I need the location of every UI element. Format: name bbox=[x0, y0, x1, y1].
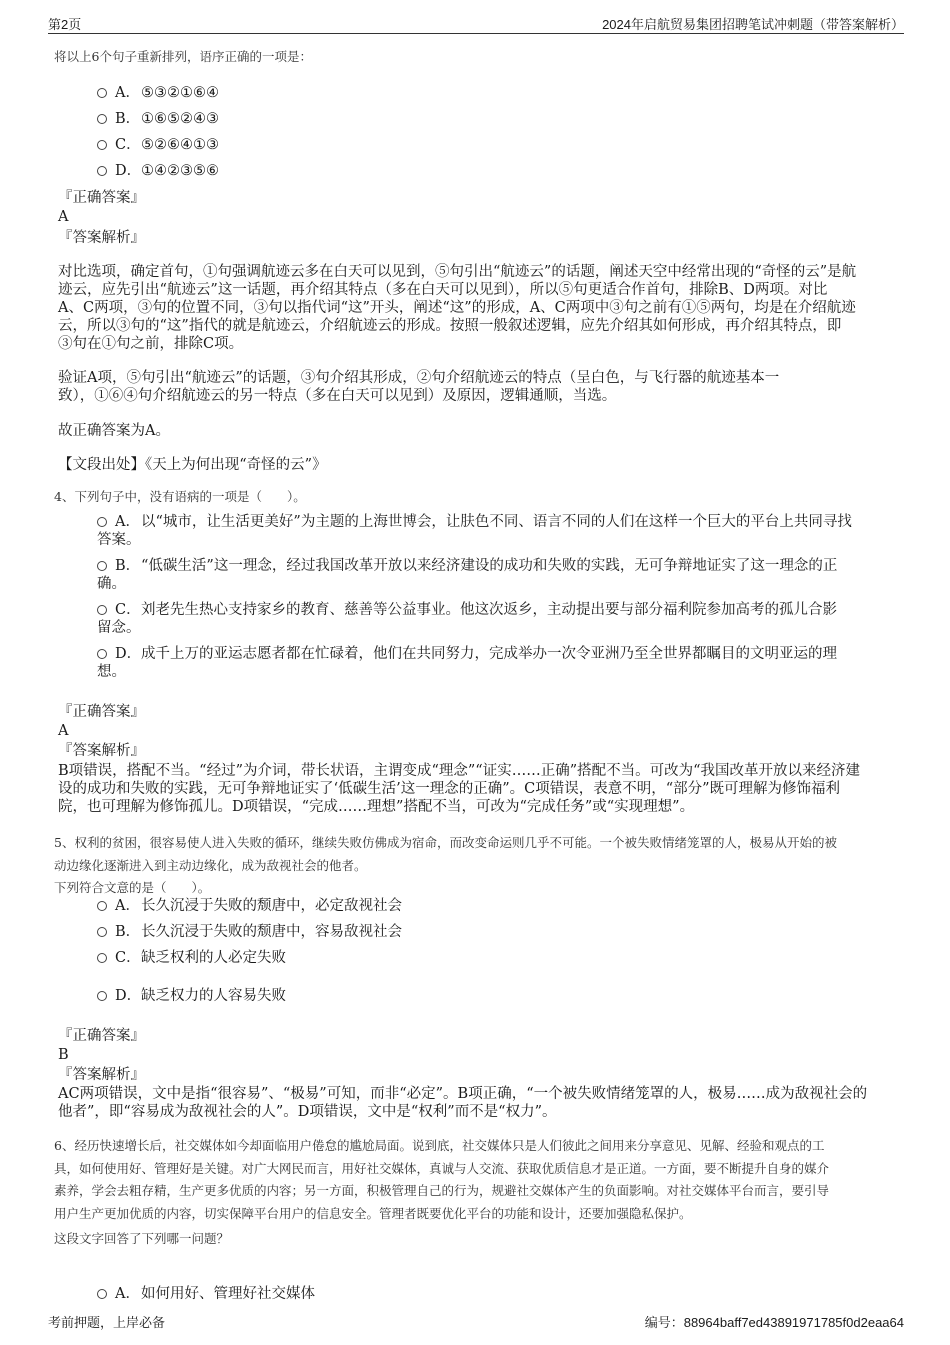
q3-option-b[interactable]: B．①⑥⑤②④③ bbox=[97, 110, 219, 128]
q5-answer-label: 『正确答案』 bbox=[58, 1028, 145, 1044]
q3-analysis: 对比选项，确定首句，①句强调航迹云多在白天可以见到，⑤句引出“航迹云”的话题，阐述天空中经常出现的“奇怪的云”是航 迹云，应先引出“航迹云”这一话题，再介绍其特点（多在白天可以见到），所以⑤句更适合作首句，排除B、D两项。对比 A、C两项，③句的位置不同，③句以指代词“这”开头，阐述“这”的形成，A、C两项中③句之前有①⑤两句，均是在介绍航迹 云，所以③句的“这”指代的就是航迹云，介绍航迹云的形成。按照一般叙述逻辑，应先介绍其如何形成，再介绍其特点，即 ③句在①句之前，排除C项。 bbox=[58, 264, 857, 352]
page-header bbox=[48, 12, 904, 34]
q4-stem: 4、下列句子中，没有语病的一项是（ ）。 bbox=[54, 489, 306, 504]
q4-analysis: B项错误，搭配不当。“经过”为介词，带长状语，主谓变成“理念”“证实……正确”搭配不当。可改为“我国改革开放以来经济建 设的成功和失败的实践，无可争辩地证实了‘低碳生活’这一理念的正确”。C项错误，表意不明，“部分”既可理解为修饰福利 院，也可理解为修饰孤儿。D项错误，“完成……理想”搭配不当，可改为“完成任务”或“实现理想”。 bbox=[58, 763, 861, 815]
page-footer bbox=[48, 1312, 904, 1332]
radio-icon[interactable] bbox=[97, 927, 107, 937]
q5-answer: B bbox=[58, 1047, 69, 1063]
q6-option-a[interactable]: A．如何用好、管理好社交媒体 bbox=[97, 1285, 315, 1303]
radio-icon[interactable] bbox=[97, 953, 107, 963]
q3-option-d[interactable]: D．①④②③⑤⑥ bbox=[97, 162, 219, 180]
q3-answer: A bbox=[58, 209, 69, 225]
radio-icon[interactable] bbox=[97, 649, 107, 659]
radio-icon[interactable] bbox=[97, 517, 107, 527]
radio-icon[interactable] bbox=[97, 991, 107, 1001]
document-title: 2024年启航贸易集团招聘笔试冲刺题（带答案解析） bbox=[602, 17, 904, 32]
radio-icon[interactable] bbox=[97, 140, 107, 150]
q5-analysis: AC两项错误，文中是指“很容易”、“极易”可知，而非“必定”。B项正确，“一个被失败情绪笼罩的人，极易……成为敌视社会的 他者”，即“容易成为敌视社会的人”。D项错误，文中是“权利”而不是“权力”。 bbox=[58, 1086, 868, 1120]
document-code: 编号：88964baff7ed43891971785f0d2eaa64 bbox=[644, 1315, 904, 1330]
q5-option-b[interactable]: B．长久沉浸于失败的颓唐中，容易敌视社会 bbox=[97, 923, 402, 941]
q3-answer-label: 『正确答案』 bbox=[58, 190, 145, 206]
q5-option-a[interactable]: A．长久沉浸于失败的颓唐中，必定敌视社会 bbox=[97, 897, 402, 915]
q3-option-a[interactable]: A．⑤③②①⑥④ bbox=[97, 84, 219, 102]
radio-icon[interactable] bbox=[97, 605, 107, 615]
q5-option-d[interactable]: D．缺乏权力的人容易失败 bbox=[97, 987, 286, 1005]
radio-icon[interactable] bbox=[97, 901, 107, 911]
radio-icon[interactable] bbox=[97, 114, 107, 124]
q4-option-c[interactable]: C．刘老先生热心支持家乡的教育、慈善等公益事业。他这次返乡，主动提出要与部分福利院参加高考的孤儿合影 留念。 bbox=[97, 602, 837, 636]
q5-option-c[interactable]: C．缺乏权利的人必定失败 bbox=[97, 949, 286, 967]
q3-stem: 将以上6个句子重新排列，语序正确的一项是： bbox=[54, 49, 312, 64]
radio-icon[interactable] bbox=[97, 88, 107, 98]
q4-option-a[interactable]: A．以“城市，让生活更美好”为主题的上海世博会，让肤色不同、语言不同的人们在这样一个巨大的平台上共同寻找 答案。 bbox=[97, 514, 852, 548]
q3-option-c[interactable]: C．⑤②⑥④①③ bbox=[97, 136, 219, 154]
q6-question: 这段文字回答了下列哪一问题？ bbox=[54, 1231, 230, 1246]
q4-option-d[interactable]: D．成千上万的亚运志愿者都在忙碌着，他们在共同努力，完成举办一次令亚洲乃至全世界都瞩目的文明亚运的理 想。 bbox=[97, 646, 837, 680]
q3-analysis-label: 『答案解析』 bbox=[58, 230, 145, 246]
q3-verify: 验证A项，⑤句引出“航迹云”的话题，③句介绍其形成，②句介绍航迹云的特点（呈白色，与飞行器的航迹基本一 致），①⑥④句介绍航迹云的另一特点（多在白天可以见到）及原因，逻辑通顺，当选。 bbox=[58, 370, 780, 404]
q3-source: 【文段出处】《天上为何出现“奇怪的云”》 bbox=[58, 457, 327, 473]
radio-icon[interactable] bbox=[97, 1289, 107, 1299]
q5-stem: 5、权利的贫困，很容易使人进入失败的循环，继续失败仿佛成为宿命，而改变命运则几乎不可能。一个被失败情绪笼罩的人，极易从开始的被 动边缘化逐渐进入到主动边缘化，成为敌视社会的他者。 下列符合文意的是（ ）。 bbox=[54, 835, 837, 895]
radio-icon[interactable] bbox=[97, 561, 107, 571]
footer-slogan: 考前押题，上岸必备 bbox=[48, 1315, 166, 1330]
q4-answer: A bbox=[58, 723, 69, 739]
page-number: 第2页 bbox=[48, 17, 82, 32]
q4-option-b[interactable]: B．“低碳生活”这一理念，经过我国改革开放以来经济建设的成功和失败的实践，无可争辩地证实了这一理念的正 确。 bbox=[97, 558, 838, 592]
radio-icon[interactable] bbox=[97, 166, 107, 176]
q4-analysis-label: 『答案解析』 bbox=[58, 743, 145, 759]
q4-answer-label: 『正确答案』 bbox=[58, 704, 145, 720]
q3-conclusion: 故正确答案为A。 bbox=[58, 423, 170, 439]
q6-stem: 6、经历快速增长后，社交媒体如今却面临用户倦怠的尴尬局面。说到底，社交媒体只是人们彼此之间用来分享意见、见解、经验和观点的工 具，如何使用好、管理好是关键。对广大网民而言，用好社交媒体，真诚与人交流、获取优质信息才是正道。一方面，要不断提升自身的媒介 素养，学会去粗存精，生产更多优质的内容；另一方面，积极管理自己的行为，规避社交媒体产生的负面影响。对社交媒体平台而言，要引导 用户生产更加优质的内容，切实保障平台用户的信息安全。管理者既要优化平台的功能和设计，还要加强隐私保护。 bbox=[54, 1138, 830, 1221]
q5-analysis-label: 『答案解析』 bbox=[58, 1067, 145, 1083]
